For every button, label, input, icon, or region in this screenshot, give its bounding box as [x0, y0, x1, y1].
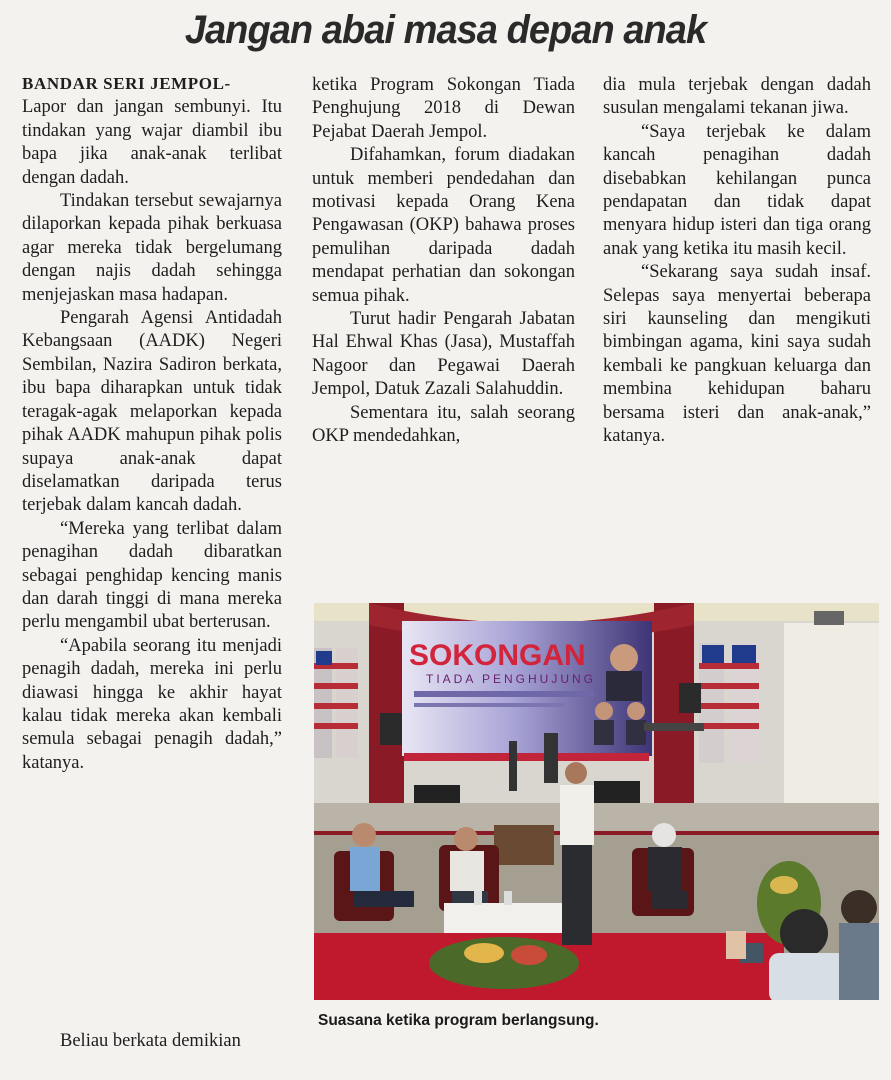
banner-subtitle: TIADA PENGHUJUNG — [426, 672, 597, 686]
dateline: BANDAR SERI JEMPOL- — [22, 74, 231, 93]
paragraph — [22, 72, 282, 190]
article-column-3 — [603, 74, 871, 449]
banner-title: SOKONGAN — [409, 639, 586, 672]
article-column-2 — [312, 74, 575, 449]
paragraph: “Sekarang saya sudah insaf. Selepas saya menyertai beberapa siri kaunseling dan mengikuti bimbingan agama, kini saya sudah kembali ke pangkuan keluarga dan membina kehidupan baharu bersama isteri dan anak-anak,” katanya. — [603, 262, 871, 447]
event-photo-illustration — [314, 603, 879, 1000]
paragraph: “Apabila seorang itu menjadi penagih dadah, mereka ini perlu diawasi hingga ke akhir hayat kalau tidak mereka akan kembali semula sebagai penagih dadah,” katanya. — [22, 635, 282, 773]
headline: Jangan abai masa depan anak — [184, 8, 707, 52]
article-column-1 — [22, 72, 282, 775]
paragraph: Pengarah Agensi Antidadah Kebangsaan (AADK) Negeri Sembilan, Nazira Sadiron berkata, ibu bapa diharapkan untuk tidak teragak-agak melaporkan kepada pihak AADK mahupun pihak polis supaya anak-anak dapat diselamatkan daripada terus terjebak dalam kancah dadah. — [22, 308, 282, 516]
paragraph: Beliau berkata demikian — [60, 1031, 241, 1051]
paragraph: “Mereka yang terlibat dalam penagihan dadah dibaratkan sebagai penghidap kencing manis dan darah tinggi di mana mereka perlu mengambil ubat berterusan. — [22, 518, 282, 633]
article-column-1-end — [60, 1030, 300, 1053]
paragraph: Tindakan tersebut sewajarnya dilaporkan kepada pihak berkuasa agar mereka tidak bergelumang dengan najis dadah sehingga menjejaskan masa hadapan. — [22, 191, 282, 305]
photo-caption: Suasana ketika program berlangsung. — [318, 1012, 599, 1029]
paragraph: ketika Program Sokongan Tiada Penghujung 2018 di Dewan Pejabat Daerah Jempol. — [312, 75, 575, 142]
paragraph: Turut hadir Pengarah Jabatan Hal Ehwal Khas (Jasa), Mustaffah Nagoor dan Pegawai Daerah Jempol, Datuk Zazali Salahuddin. — [312, 309, 575, 400]
paragraph: Sementara itu, salah seorang OKP mendedahkan, — [312, 402, 575, 447]
paragraph: dia mula terjebak dengan dadah susulan mengalami tekanan jiwa. — [603, 75, 871, 119]
paragraph: Difahamkan, forum diadakan untuk memberi pendedahan dan motivasi kepada Orang Kena Pengawasan (OKP) bahawa proses pemulihan daripada dadah mendapat perhatian dan sokongan semua pihak. — [312, 145, 575, 306]
event-photo — [314, 603, 879, 1000]
paragraph: “Saya terjebak ke dalam kancah penagihan dadah disebabkan kehilangan punca pendapatan dan tidak dapat menyara hidup isteri dan tiga orang anak yang ketika itu masih kecil. — [603, 121, 871, 259]
paragraph-text: Lapor dan jangan sembunyi. Itu tindakan yang wajar diambil ibu bapa jika anak-anak terlibat dengan dadah. — [22, 97, 282, 188]
